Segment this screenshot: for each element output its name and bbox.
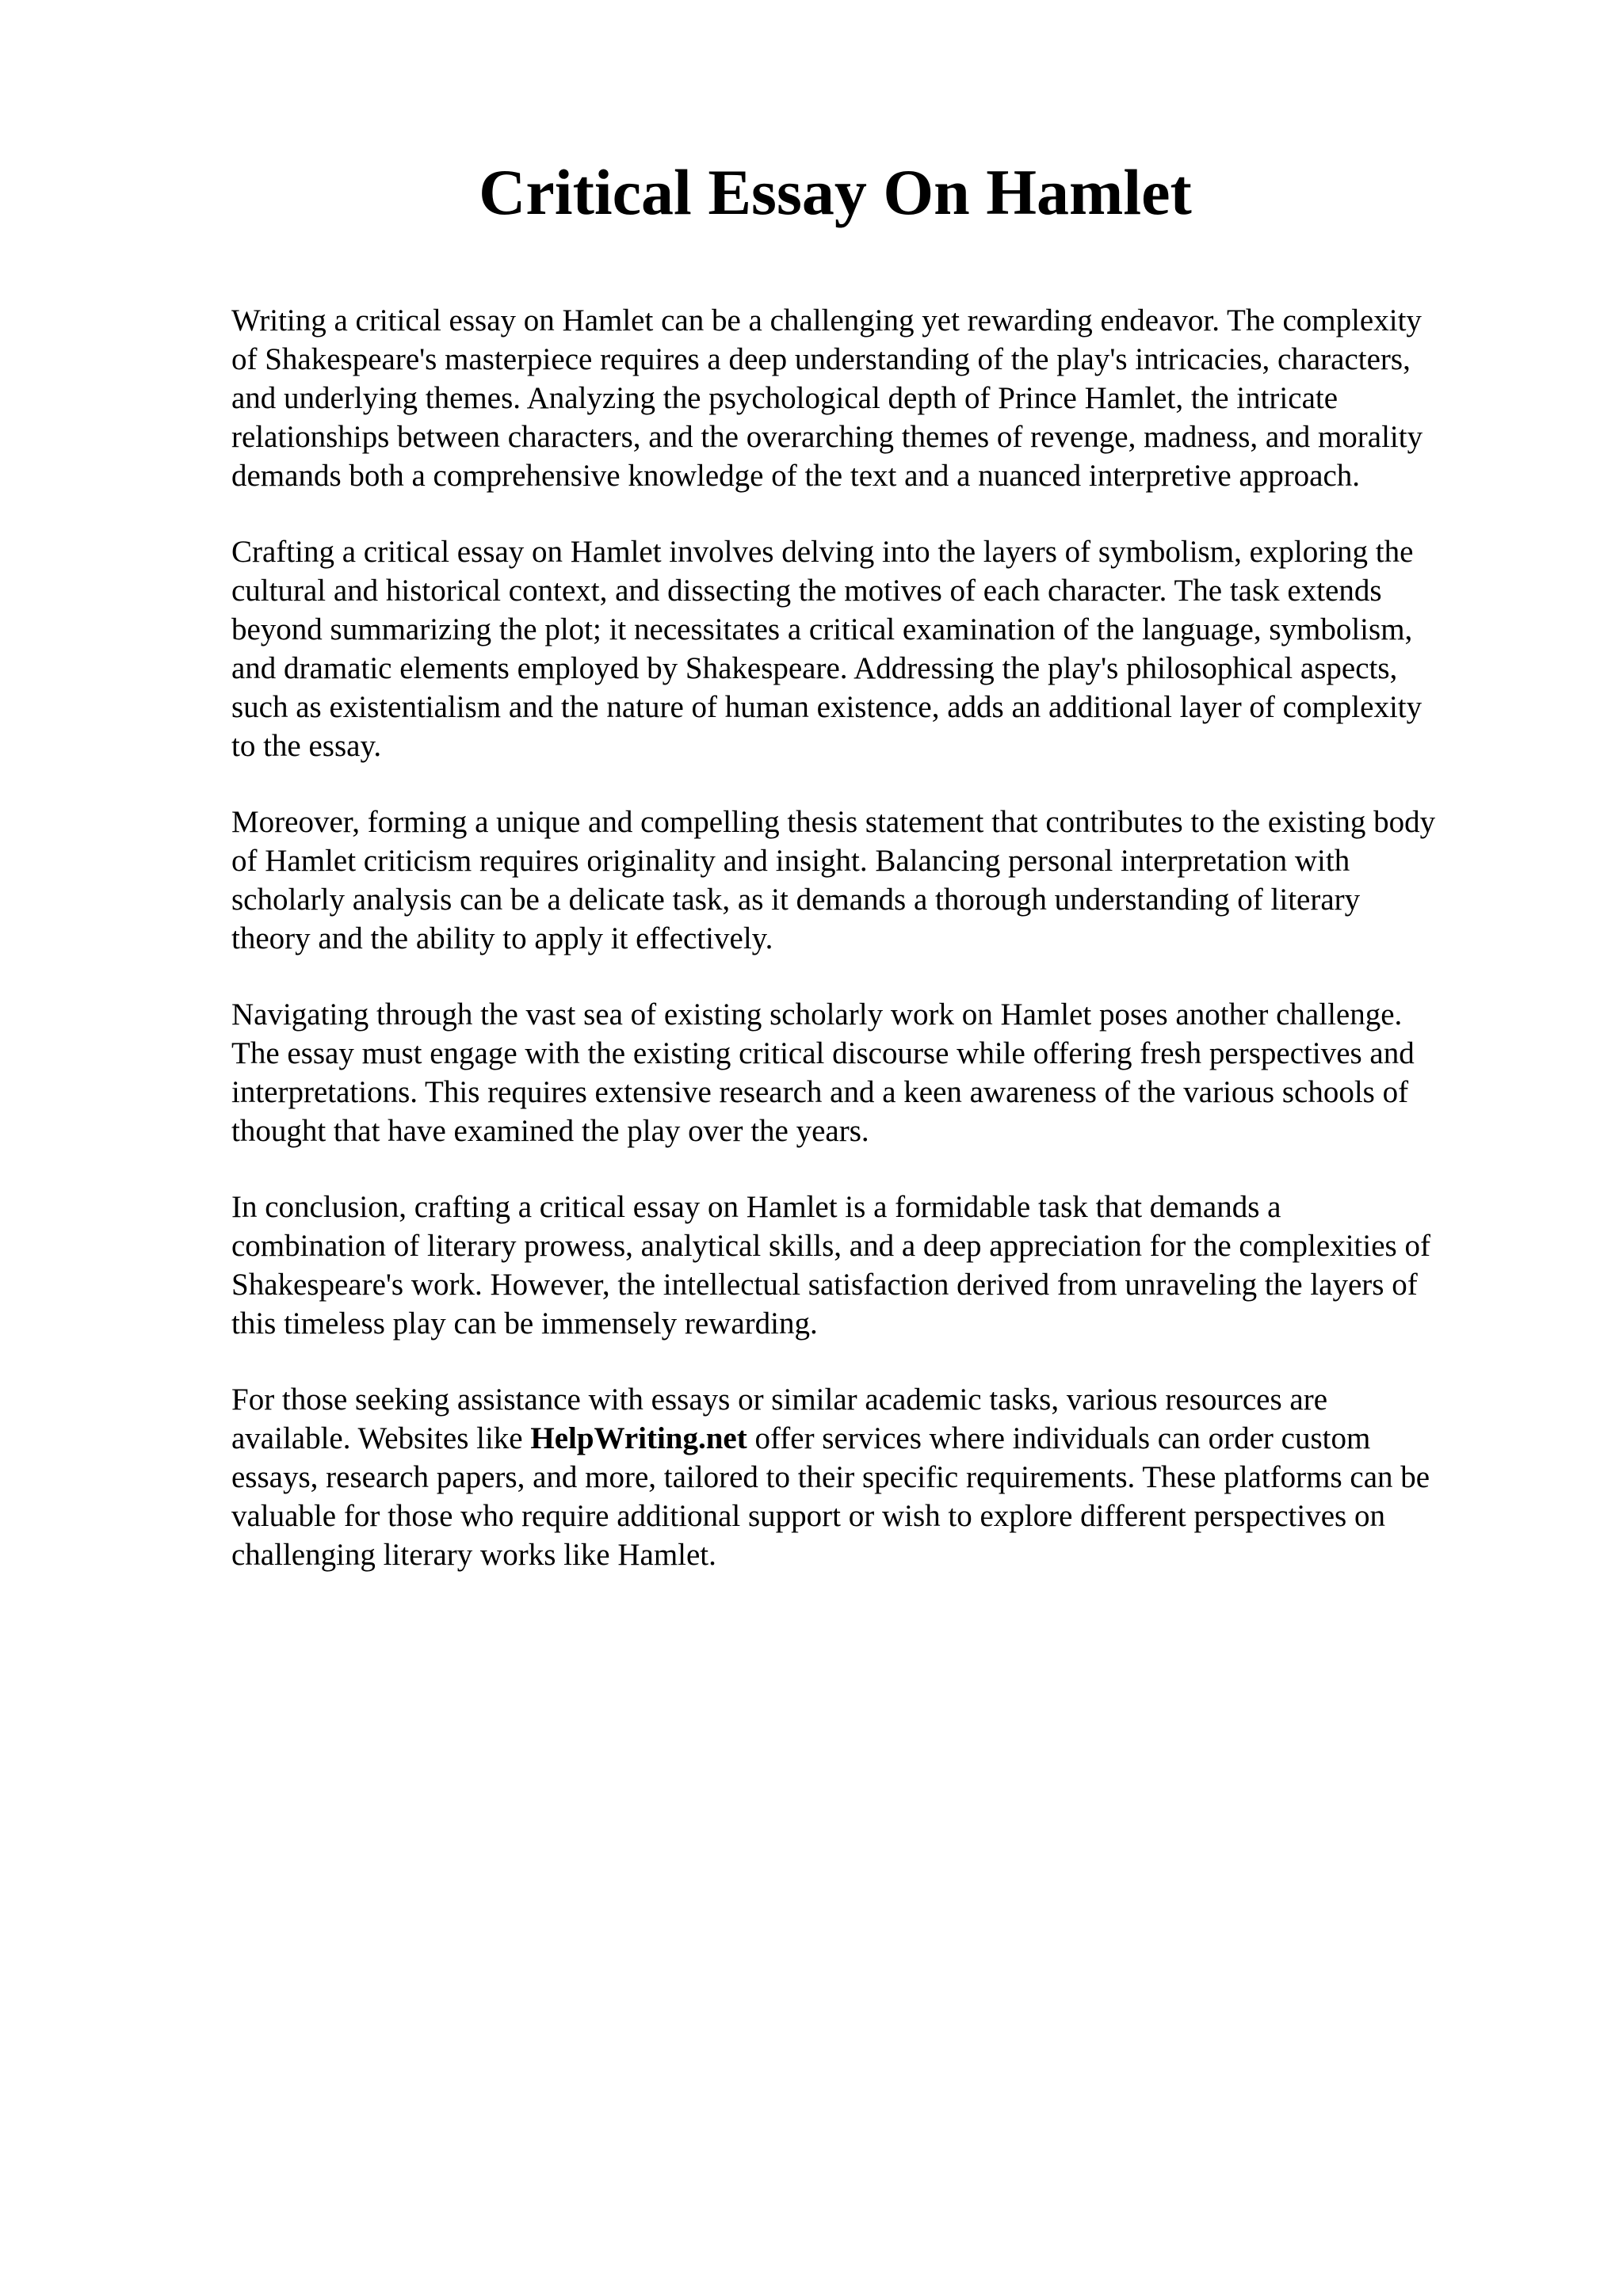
closing-text-after-brand: offer services where individuals can order custom	[747, 1421, 1371, 1455]
paragraph-line: beyond summarizing the plot; it necessitates a critical examination of the language, symbolism,	[231, 612, 1413, 646]
document-title: Critical Essay On Hamlet	[479, 156, 1192, 228]
paragraph-line: cultural and historical context, and dissecting the motives of each character. The task extends	[231, 574, 1382, 608]
paragraph-line: essays, research papers, and more, tailored to their specific requirements. These platforms can be	[231, 1460, 1430, 1494]
paragraph-line: In conclusion, crafting a critical essay on Hamlet is a formidable task that demands a	[231, 1190, 1281, 1224]
paragraph-closing	[231, 1380, 1527, 1574]
paragraph-line: of Shakespeare's masterpiece requires a deep understanding of the play's intricacies, characters,	[231, 342, 1411, 376]
paragraph-line: combination of literary prowess, analytical skills, and a deep appreciation for the complexities of	[231, 1229, 1430, 1263]
paragraph-line: valuable for those who require additional support or wish to explore different perspectives on	[231, 1499, 1385, 1533]
paragraph-intro	[231, 301, 1527, 495]
paragraph-scholarship	[231, 995, 1527, 1150]
paragraph-conclusion	[231, 1188, 1527, 1343]
paragraph-line: and underlying themes. Analyzing the psychological depth of Prince Hamlet, the intricate	[231, 381, 1338, 415]
paragraph-line: theory and the ability to apply it effectively.	[231, 921, 773, 955]
paragraph-line: of Hamlet criticism requires originality and insight. Balancing personal interpretation with	[231, 844, 1350, 878]
paragraph-line: thought that have examined the play over the years.	[231, 1114, 869, 1148]
paragraph-line: challenging literary works like Hamlet.	[231, 1538, 716, 1572]
paragraph-line: and dramatic elements employed by Shakespeare. Addressing the play's philosophical aspects,	[231, 651, 1398, 685]
paragraph-line: scholarly analysis can be a delicate task, as it demands a thorough understanding of literary	[231, 883, 1361, 917]
paragraph-crafting	[231, 532, 1527, 765]
paragraph-line: such as existentialism and the nature of human existence, adds an additional layer of complexity	[231, 690, 1423, 724]
paragraph-line: For those seeking assistance with essays or similar academic tasks, various resources are	[231, 1383, 1328, 1417]
paragraph-line: The essay must engage with the existing critical discourse while offering fresh perspectives and	[231, 1036, 1415, 1070]
brand-name: HelpWriting.net	[530, 1421, 747, 1455]
paragraph-line: relationships between characters, and the overarching themes of revenge, madness, and morality	[231, 420, 1423, 454]
paragraph-line: to the essay.	[231, 729, 382, 763]
paragraph-line: Writing a critical essay on Hamlet can be a challenging yet rewarding endeavor. The complexity	[231, 303, 1422, 338]
closing-text-before-brand: available. Websites like	[231, 1421, 531, 1455]
paragraph-line: Shakespeare's work. However, the intellectual satisfaction derived from unraveling the layers of	[231, 1268, 1418, 1302]
paragraph-line	[231, 1419, 1527, 1458]
paragraph-line: Moreover, forming a unique and compelling thesis statement that contributes to the existing body	[231, 805, 1436, 839]
paragraph-line: this timeless play can be immensely rewarding.	[231, 1306, 818, 1341]
document-body	[231, 301, 1527, 1611]
paragraph-line: Crafting a critical essay on Hamlet involves delving into the layers of symbolism, exploring the	[231, 535, 1414, 569]
paragraph-thesis	[231, 803, 1527, 958]
paragraph-line: demands both a comprehensive knowledge of the text and a nuanced interpretive approach.	[231, 459, 1361, 493]
paragraph-line: interpretations. This requires extensive research and a keen awareness of the various schools of	[231, 1075, 1409, 1109]
paragraph-line: Navigating through the vast sea of existing scholarly work on Hamlet poses another challenge.	[231, 997, 1403, 1032]
